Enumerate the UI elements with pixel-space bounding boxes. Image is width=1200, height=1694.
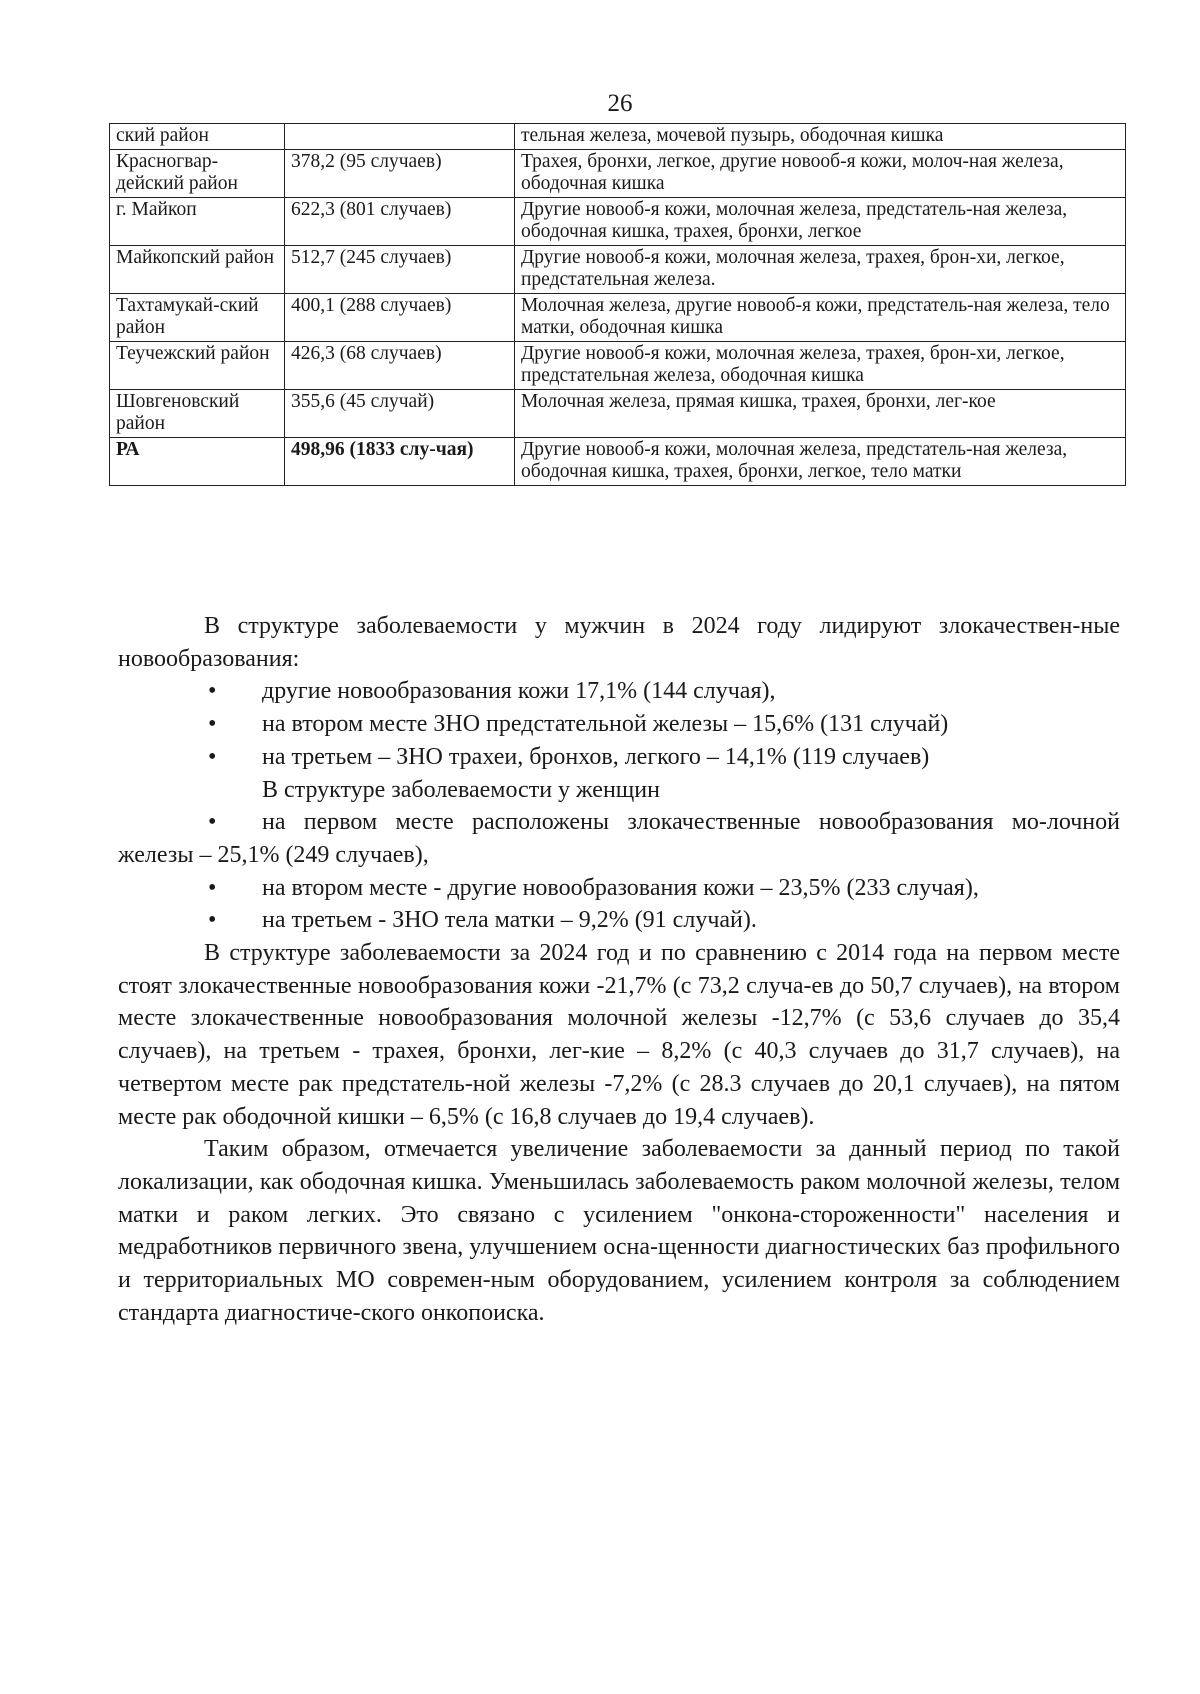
table-cell-region: г. Майкоп: [110, 198, 285, 246]
table-cell-rate: 622,3 (801 случаев): [285, 198, 515, 246]
table-cell-rate: 355,6 (45 случай): [285, 390, 515, 438]
table-row: [110, 390, 1126, 438]
men-intro: В структуре заболеваемости у мужчин в 2024 году лидируют злокачествен-ные новообразования:: [118, 613, 1120, 672]
table-cell-rate: 498,96 (1833 слу-чая): [285, 438, 515, 486]
table-cell-rate: 400,1 (288 случаев): [285, 294, 515, 342]
table-cell-rate: 512,7 (245 случаев): [285, 246, 515, 294]
bullet-icon: •: [208, 711, 217, 738]
women-intro: В структуре заболеваемости у женщин: [262, 776, 660, 803]
men-list: [118, 675, 1120, 773]
table-cell-region: ский район: [110, 124, 285, 150]
table-cell-sites: Молочная железа, прямая кишка, трахея, бронхи, лег-кое: [515, 390, 1126, 438]
bullet-icon: •: [208, 874, 217, 901]
table-cell-region: Теучежский район: [110, 342, 285, 390]
incidence-table-body: [110, 124, 1126, 486]
table-row: [110, 198, 1126, 246]
bullet-icon: •: [208, 809, 217, 836]
bullet-icon: •: [208, 743, 217, 770]
table-cell-sites: Молочная железа, другие новооб-я кожи, предстатель-ная железа, тело матки, ободочная кишка: [515, 294, 1126, 342]
table-cell-region: Красногвар-дейский район: [110, 150, 285, 198]
men-list-item: • другие новообразования кожи 17,1% (144 случая),: [118, 675, 1120, 708]
table-cell-sites: Другие новооб-я кожи, молочная железа, трахея, брон-хи, легкое, предстательная железа, ободочная кишка: [515, 342, 1126, 390]
table-cell-sites: тельная железа, мочевой пузырь, ободочная кишка: [515, 124, 1126, 150]
table-cell-rate: [285, 124, 515, 150]
comparison-paragraph: В структуре заболеваемости за 2024 год и по сравнению с 2014 года на первом месте стоят злокачественные новообразования кожи -21,7% (с 73,2 случа-ев до 50,7 случаев), на втором месте злокачественные новообразования молочной железы -12,7% (с 53,6 случаев до 35,4 случаев), на третьем - трахея, бронхи, лег-кие – 8,2% (с 40,3 случаев до 31,7 случаев), на четвертом месте рак предстатель-ной железы -7,2% (с 28.3 случаев до 20,1 случаев), на пятом месте рак ободочной кишки – 6,5% (с 16,8 случаев до 19,4 случаев).: [118, 940, 1120, 1130]
table-row: [110, 124, 1126, 150]
body-text: [118, 610, 1120, 1329]
men-list-item: • на третьем – ЗНО трахеи, бронхов, легкого – 14,1% (119 случаев): [118, 741, 1120, 774]
women-first-item: • на первом месте расположены злокачественные новообразования мо-лочной железы – 25,1% (249 случаев),: [118, 806, 1120, 871]
table-cell-region: РА: [110, 438, 285, 486]
table-cell-region: Шовгеновский район: [110, 390, 285, 438]
table-row: [110, 438, 1126, 486]
table-cell-region: Майкопский район: [110, 246, 285, 294]
table-row: [110, 342, 1126, 390]
table-row: [110, 246, 1126, 294]
conclusion-paragraph: Таким образом, отмечается увеличение заболеваемости за данный период по такой локализации, как ободочная кишка. Уменьшилась заболеваемость раком молочной железы, телом матки и раком легких. Это связано с усилением "онкона-стороженности" населения и медработников первичного звена, улучшением осна-щенности диагностических баз профильного и территориальных МО современ-ным оборудованием, усилением контроля за соблюдением стандарта диагностиче-ского онкопоиска.: [118, 1136, 1120, 1326]
men-list-item: • на втором месте ЗНО предстательной железы – 15,6% (131 случай): [118, 708, 1120, 741]
incidence-table: [109, 123, 1126, 486]
table-cell-sites: Другие новооб-я кожи, молочная железа, трахея, брон-хи, легкое, предстательная железа.: [515, 246, 1126, 294]
page-number: 26: [607, 90, 633, 117]
table-cell-sites: Другие новооб-я кожи, молочная железа, предстатель-ная железа, ободочная кишка, трахея, бронхи, легкое, тело матки: [515, 438, 1126, 486]
table-cell-rate: 378,2 (95 случаев): [285, 150, 515, 198]
table-cell-rate: 426,3 (68 случаев): [285, 342, 515, 390]
table-row: [110, 294, 1126, 342]
table-cell-region: Тахтамукай-ский район: [110, 294, 285, 342]
women-list-item: • на втором месте - другие новообразования кожи – 23,5% (233 случая),: [118, 872, 1120, 905]
women-list-item: • на третьем - ЗНО тела матки – 9,2% (91 случай).: [118, 904, 1120, 937]
table-cell-sites: Трахея, бронхи, легкое, другие новооб-я кожи, молоч-ная железа, ободочная кишка: [515, 150, 1126, 198]
table-row: [110, 150, 1126, 198]
women-list: [118, 872, 1120, 937]
bullet-icon: •: [208, 907, 217, 934]
table-cell-sites: Другие новооб-я кожи, молочная железа, предстатель-ная железа, ободочная кишка, трахея, бронхи, легкое: [515, 198, 1126, 246]
bullet-icon: •: [208, 678, 217, 705]
